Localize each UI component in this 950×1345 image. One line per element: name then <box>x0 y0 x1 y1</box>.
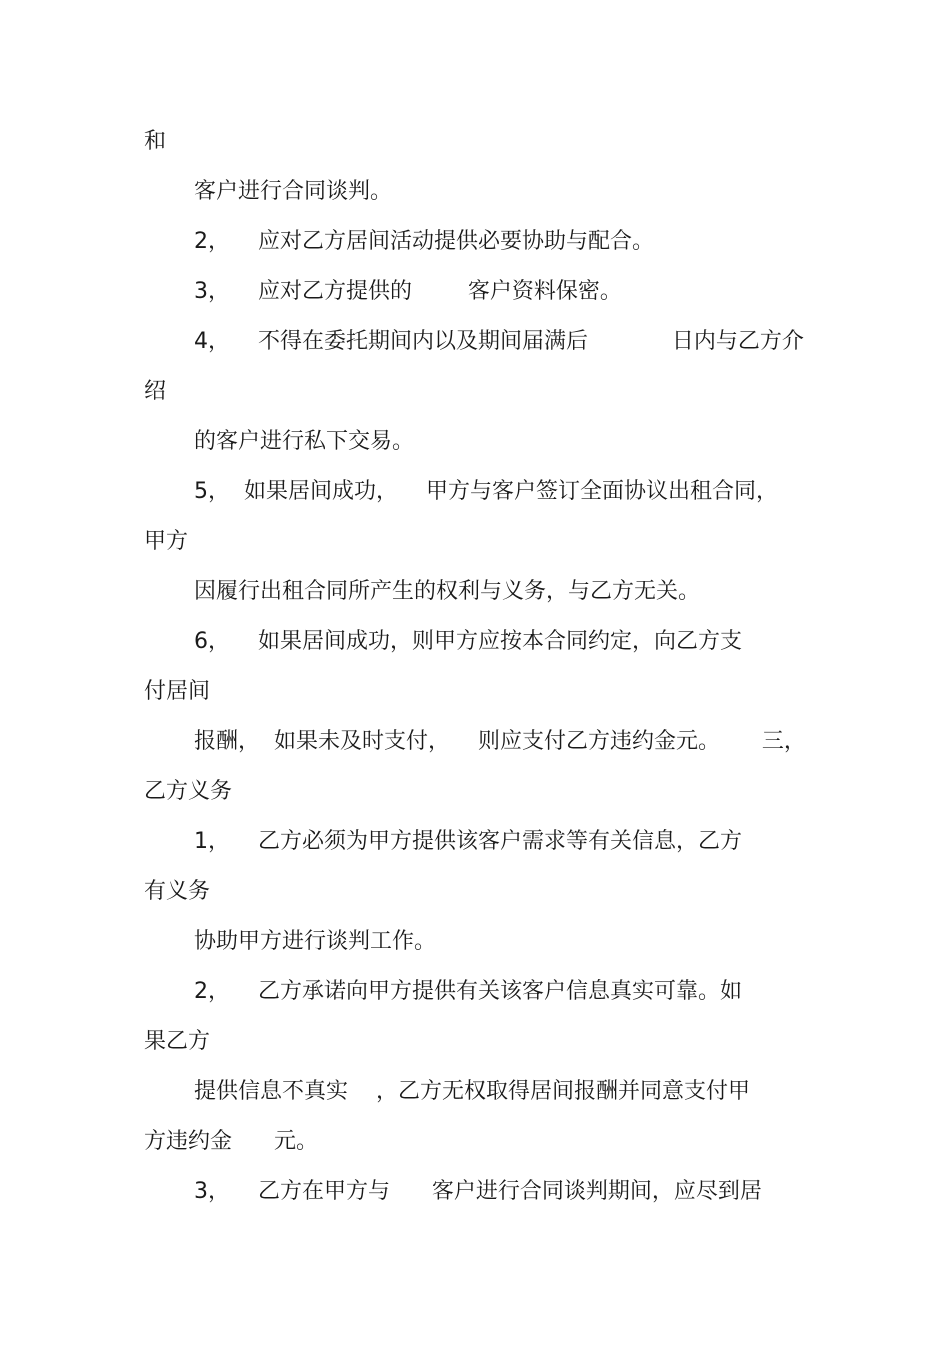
text-line: 3， 乙方在甲方与 客户进行合同谈判期间，应尽到居 <box>194 1179 762 1204</box>
text-line: 报酬， 如果未及时支付， 则应支付乙方违约金元。 三， <box>194 729 806 754</box>
text-line: 果乙方 <box>144 1029 211 1054</box>
text-line: 甲方 <box>144 529 189 554</box>
text-line: 和 <box>144 129 167 154</box>
text-line: 2， 乙方承诺向甲方提供有关该客户信息真实可靠。如 <box>194 979 742 1004</box>
text-line: 5， 如果居间成功， 甲方与客户签订全面协议出租合同， <box>194 479 778 504</box>
text-line: 提供信息不真实 ，乙方无权取得居间报酬并同意支付甲 <box>194 1079 750 1104</box>
text-line: 2， 应对乙方居间活动提供必要协助与配合。 <box>194 229 654 254</box>
text-line: 客户进行合同谈判。 <box>194 179 393 204</box>
text-line: 因履行出租合同所产生的权利与义务，与乙方无关。 <box>194 579 701 604</box>
text-line: 方违约金 元。 <box>144 1129 318 1154</box>
text-line: 付居间 <box>144 679 211 704</box>
text-line: 的客户进行私下交易。 <box>194 429 415 454</box>
text-line: 6， 如果居间成功，则甲方应按本合同约定，向乙方支 <box>194 629 742 654</box>
text-line: 绍 <box>144 379 167 404</box>
text-line: 3， 应对乙方提供的 客户资料保密。 <box>194 279 622 304</box>
text-line: 有义务 <box>144 879 211 904</box>
text-line: 1， 乙方必须为甲方提供该客户需求等有关信息，乙方 <box>194 829 742 854</box>
text-line: 协助甲方进行谈判工作。 <box>194 929 437 954</box>
text-line: 乙方义务 <box>144 779 233 804</box>
text-line: 4， 不得在委托期间内以及期间届满后 日内与乙方介 <box>194 329 804 354</box>
